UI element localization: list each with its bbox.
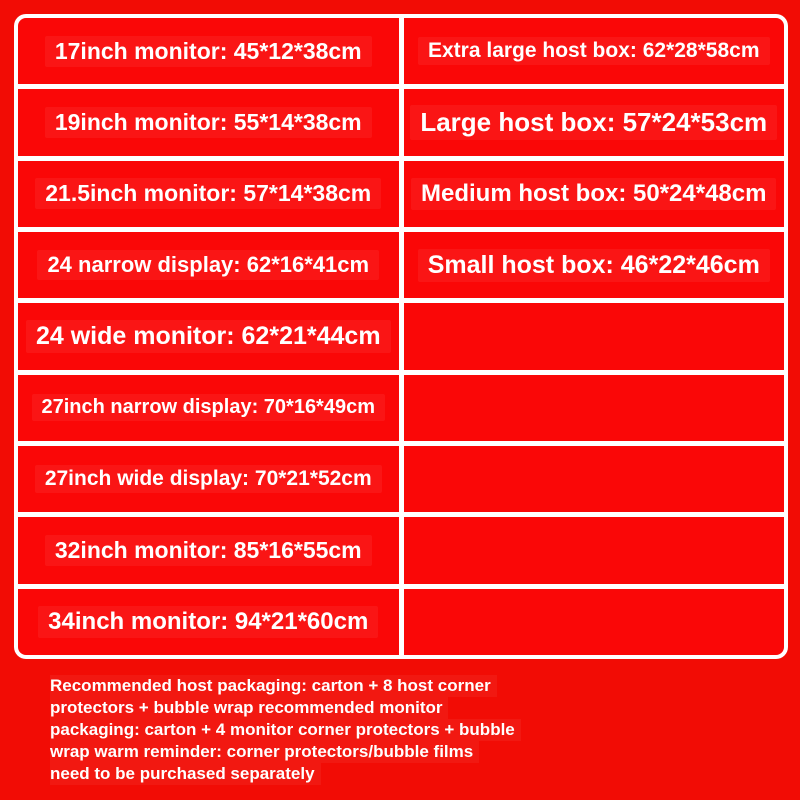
monitor-size-cell bbox=[18, 303, 399, 369]
host-box-size-cell bbox=[404, 18, 785, 84]
monitor-size-text: 27inch wide display: 70*21*52cm bbox=[35, 465, 382, 493]
packaging-note bbox=[50, 675, 590, 785]
monitor-size-text: 24 wide monitor: 62*21*44cm bbox=[26, 320, 391, 353]
monitor-size-cell bbox=[18, 18, 399, 84]
monitor-size-text: 17inch monitor: 45*12*38cm bbox=[45, 36, 372, 67]
empty-cell bbox=[404, 589, 785, 655]
host-box-size-text: Medium host box: 50*24*48cm bbox=[411, 178, 776, 210]
host-box-size-text: Small host box: 46*22*46cm bbox=[418, 249, 770, 282]
monitor-size-text: 27inch narrow display: 70*16*49cm bbox=[32, 394, 386, 421]
monitor-size-text: 32inch monitor: 85*16*55cm bbox=[45, 535, 372, 566]
packaging-note-line: need to be purchased separately bbox=[50, 763, 321, 785]
monitor-size-text: 19inch monitor: 55*14*38cm bbox=[45, 107, 372, 138]
host-box-size-text: Extra large host box: 62*28*58cm bbox=[418, 37, 770, 65]
monitor-size-text: 21.5inch monitor: 57*14*38cm bbox=[35, 178, 381, 209]
empty-cell bbox=[404, 303, 785, 369]
host-box-size-cell bbox=[404, 89, 785, 155]
monitor-size-cell bbox=[18, 446, 399, 512]
monitor-size-cell bbox=[18, 375, 399, 441]
host-box-size-cell bbox=[404, 232, 785, 298]
monitor-size-cell bbox=[18, 89, 399, 155]
monitor-size-cell bbox=[18, 161, 399, 227]
empty-cell bbox=[404, 517, 785, 583]
packaging-size-table bbox=[14, 14, 788, 659]
monitor-size-cell bbox=[18, 589, 399, 655]
packaging-note-line: protectors + bubble wrap recommended monitor bbox=[50, 697, 448, 719]
empty-cell-text bbox=[584, 477, 604, 481]
host-box-size-text: Large host box: 57*24*53cm bbox=[410, 105, 777, 140]
empty-cell-text bbox=[584, 334, 604, 338]
packaging-note-line: Recommended host packaging: carton + 8 host corner bbox=[50, 675, 497, 697]
empty-cell-text bbox=[584, 548, 604, 552]
empty-cell-text bbox=[584, 620, 604, 624]
packaging-note-line: wrap warm reminder: corner protectors/bubble films bbox=[50, 741, 479, 763]
host-box-size-cell bbox=[404, 161, 785, 227]
packaging-note-line: packaging: carton + 4 monitor corner protectors + bubble bbox=[50, 719, 521, 741]
monitor-size-text: 34inch monitor: 94*21*60cm bbox=[38, 606, 378, 638]
empty-cell bbox=[404, 446, 785, 512]
monitor-size-text: 24 narrow display: 62*16*41cm bbox=[37, 250, 379, 280]
empty-cell-text bbox=[584, 406, 604, 410]
monitor-size-cell bbox=[18, 232, 399, 298]
empty-cell bbox=[404, 375, 785, 441]
monitor-size-cell bbox=[18, 517, 399, 583]
